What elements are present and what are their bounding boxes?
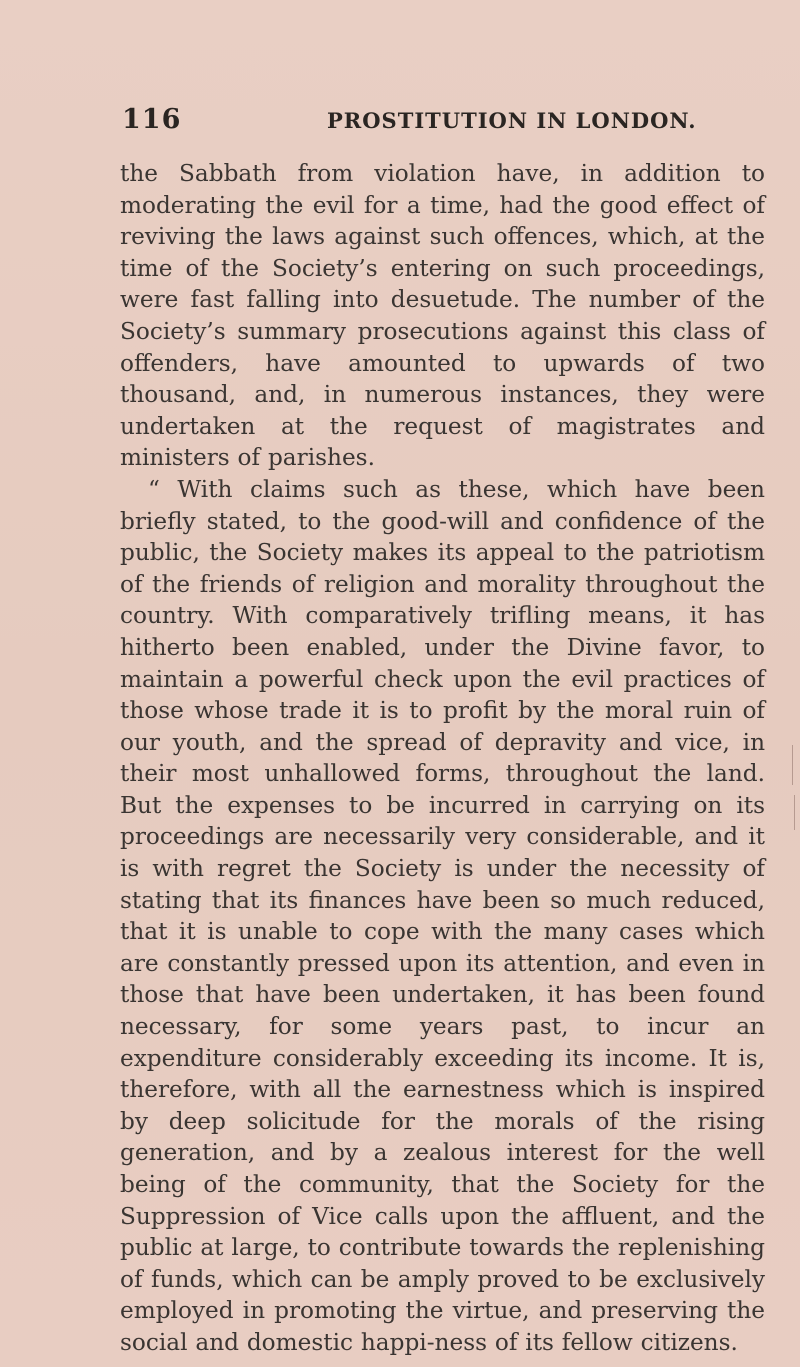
- paragraph-2: “ With claims such as these, which have been briefly stated, to the good-will and confidence of the public, the Society makes its appeal to the patriotism of the friends of religion and morality throughout the country. With comparatively trifling means, it has hitherto been enabled, under the Divine favor, to maintain a powerful check upon the evil practices of those whose trade it is to profit by the moral ruin of our youth, and the spread of depravity and vice, in their most unhallowed forms, throughout the land. But the expenses to be incurred in carrying on its proceedings are necessarily very considerable, and it is with regret the Society is under the necessity of stating that its finances have been so much reduced, that it is unable to cope with the many cases which are constantly pressed upon its attention, and even in those that have been undertaken, it has been found necessary, for some years past, to incur an expenditure considerably exceeding its income. It is, therefore, with all the earnestness which is inspired by deep solicitude for the morals of the rising generation, and by a zealous interest for the well being of the community, that the Society for the Suppression of Vice calls upon the affluent, and the public at large, to contribute towards the replenishing of funds, which can be amply proved to be exclusively employed in promoting the virtue, and preserving the social and domestic happi-ness of its fellow citizens.: [120, 475, 765, 1356]
- page-edge-mark: [794, 795, 795, 830]
- page-number: 116: [122, 104, 182, 135]
- page-edge-mark: [792, 745, 793, 785]
- paragraph-1: the Sabbath from violation have, in addition to moderating the evil for a time, had the good effect of reviving the laws against such offences, which, at the time of the Society’s entering on such proceedings, were fast falling into desuetude. The number of the Society’s summary prosecutions against this class of offenders, have amounted to upwards of two thousand, and, in numerous instances, they were undertaken at the request of magistrates and ministers of parishes.: [120, 160, 765, 472]
- page-header: [122, 104, 762, 144]
- body-text: [120, 158, 765, 1359]
- running-head: PROSTITUTION IN LONDON.: [327, 108, 697, 133]
